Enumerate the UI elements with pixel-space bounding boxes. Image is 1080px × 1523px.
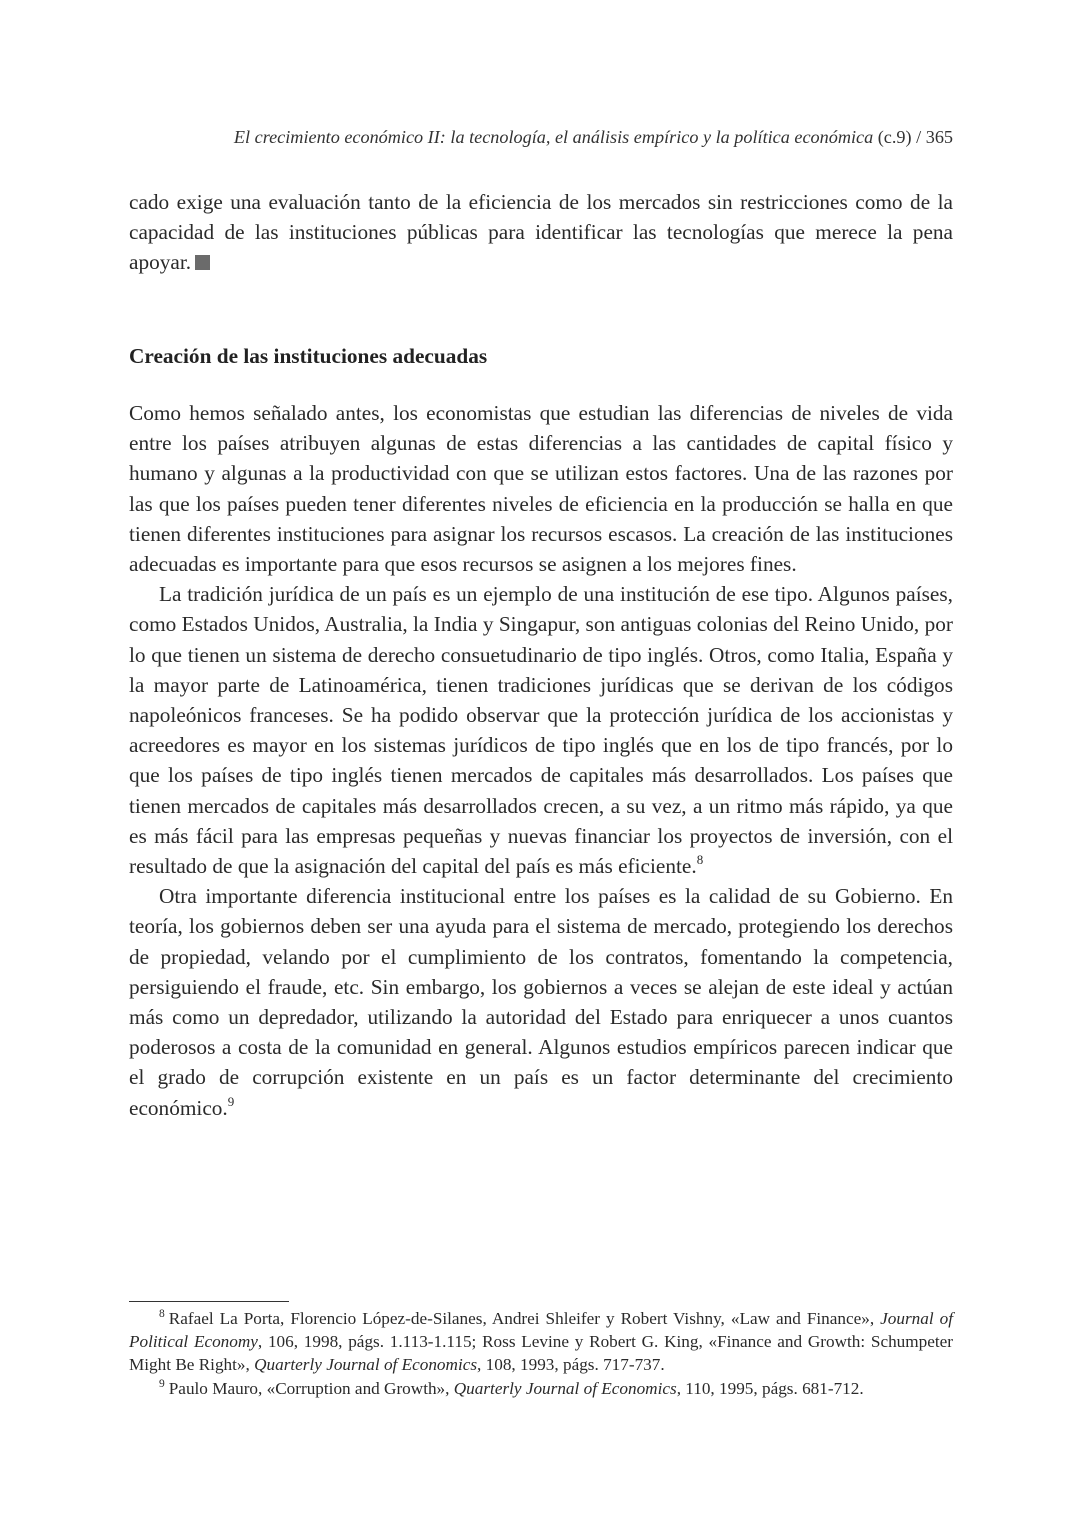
paragraph-3 <box>129 881 953 1123</box>
paragraph-2 <box>129 579 953 881</box>
end-of-section-square-icon <box>195 255 210 270</box>
page-number: 365 <box>925 127 953 147</box>
continued-paragraph <box>129 187 953 278</box>
footnote-number: 8 <box>159 1308 165 1320</box>
footnote-text: , 110, 1995, págs. 681-712. <box>676 1378 864 1398</box>
footnote-8 <box>129 1307 953 1377</box>
journal-title: Quarterly Journal of Economics <box>254 1355 478 1375</box>
paragraph-1-text: Como hemos señalado antes, los economistas que estudian las diferencias de niveles de vida entre los países atribuyen algunas de estas diferencias a las cantidades de capital físico y humano y algunas a la productividad con que se utilizan estos factores. Una de las razones por las que los países pueden tener diferentes niveles de eficiencia en la producción se halla en que tienen diferentes instituciones para asignar los recursos escasos. La creación de las instituciones adecuadas es importante para que esos recursos se asignen a los mejores fines. <box>129 401 953 577</box>
footnote-text: Rafael La Porta, Florencio López-de-Silanes, Andrei Shleifer y Robert Vishny, «Law and Finance», <box>168 1309 881 1328</box>
running-title: El crecimiento económico II: la tecnología, el análisis empírico y la política económica <box>233 127 874 147</box>
paragraph-3-text: Otra importante diferencia institucional entre los países es la calidad de su Gobierno. En teoría, los gobiernos deben ser una ayuda para el sistema de mercado, protegiendo los derechos de propiedad, velando por el cumplimiento de los contratos, fomentando la competencia, persiguiendo el fraude, etc. Sin embargo, los gobiernos a veces se alejan de este ideal y actúan más como un depredador, utilizando la autoridad del Estado para enriquecer a unos cuantos poderosos a costa de la comunidad en general. Algunos estudios empíricos parecen indicar que el grado de corrupción existente en un país es un factor determinante del crecimiento económico. <box>129 884 953 1120</box>
footnote-divider <box>129 1301 289 1302</box>
footnote-text: , 106, 1998, págs. 1.113-1.115; Ross Levine y Robert G. King, «Finance and Growth: Schumpeter Might Be Right», <box>129 1332 953 1375</box>
journal-title: Journal of Political Economy <box>129 1309 953 1352</box>
journal-title: Quarterly Journal of Economics <box>453 1378 677 1398</box>
header-separator: / <box>916 127 922 147</box>
footnote-ref-9[interactable]: 9 <box>227 1093 235 1109</box>
paragraph-2-text: La tradición jurídica de un país es un ejemplo de una institución de ese tipo. Algunos países, como Estados Unidos, Australia, la India y Singapur, son antiguas colonias del Reino Unido, por lo que tienen un sistema de derecho consuetudinario de tipo inglés. Otros, como Italia, España y la mayor parte de Latinoamérica, tienen tradiciones jurídicas que se derivan de los códigos napoleónicos franceses. Se ha podido observar que la protección jurídica de los accionistas y acreedores es mayor en los sistemas jurídicos de tipo inglés que en los de tipo francés, por lo que los países de tipo inglés tienen mercados de capitales más desarrollados. Los países que tienen mercados de capitales más desarrollados crecen, a su vez, a un ritmo más rápido, ya que es más fácil para las empresas pequeñas y nuevas financiar los proyectos de inversión, con el resultado de que la asignación del capital del país es más eficiente. <box>129 582 953 879</box>
footnote-ref-8[interactable]: 8 <box>696 852 704 868</box>
footnote-text: Paulo Mauro, «Corruption and Growth», <box>168 1378 454 1398</box>
section-heading: Creación de las instituciones adecuadas <box>129 344 488 368</box>
continued-paragraph-text: cado exige una evaluación tanto de la eficiencia de los mercados sin restricciones como de la capacidad de las instituciones públicas para identificar las tecnologías que merece la pena apoyar. <box>129 190 953 275</box>
running-header <box>189 124 953 150</box>
footnote-text: , 108, 1993, págs. 717-737. <box>477 1355 665 1375</box>
chapter-label: (c.9) <box>877 127 912 147</box>
footnote-9 <box>129 1377 953 1400</box>
section-body <box>129 398 953 1123</box>
footnote-number: 9 <box>159 1377 165 1390</box>
paragraph-1 <box>129 398 953 579</box>
footnotes <box>129 1307 953 1400</box>
